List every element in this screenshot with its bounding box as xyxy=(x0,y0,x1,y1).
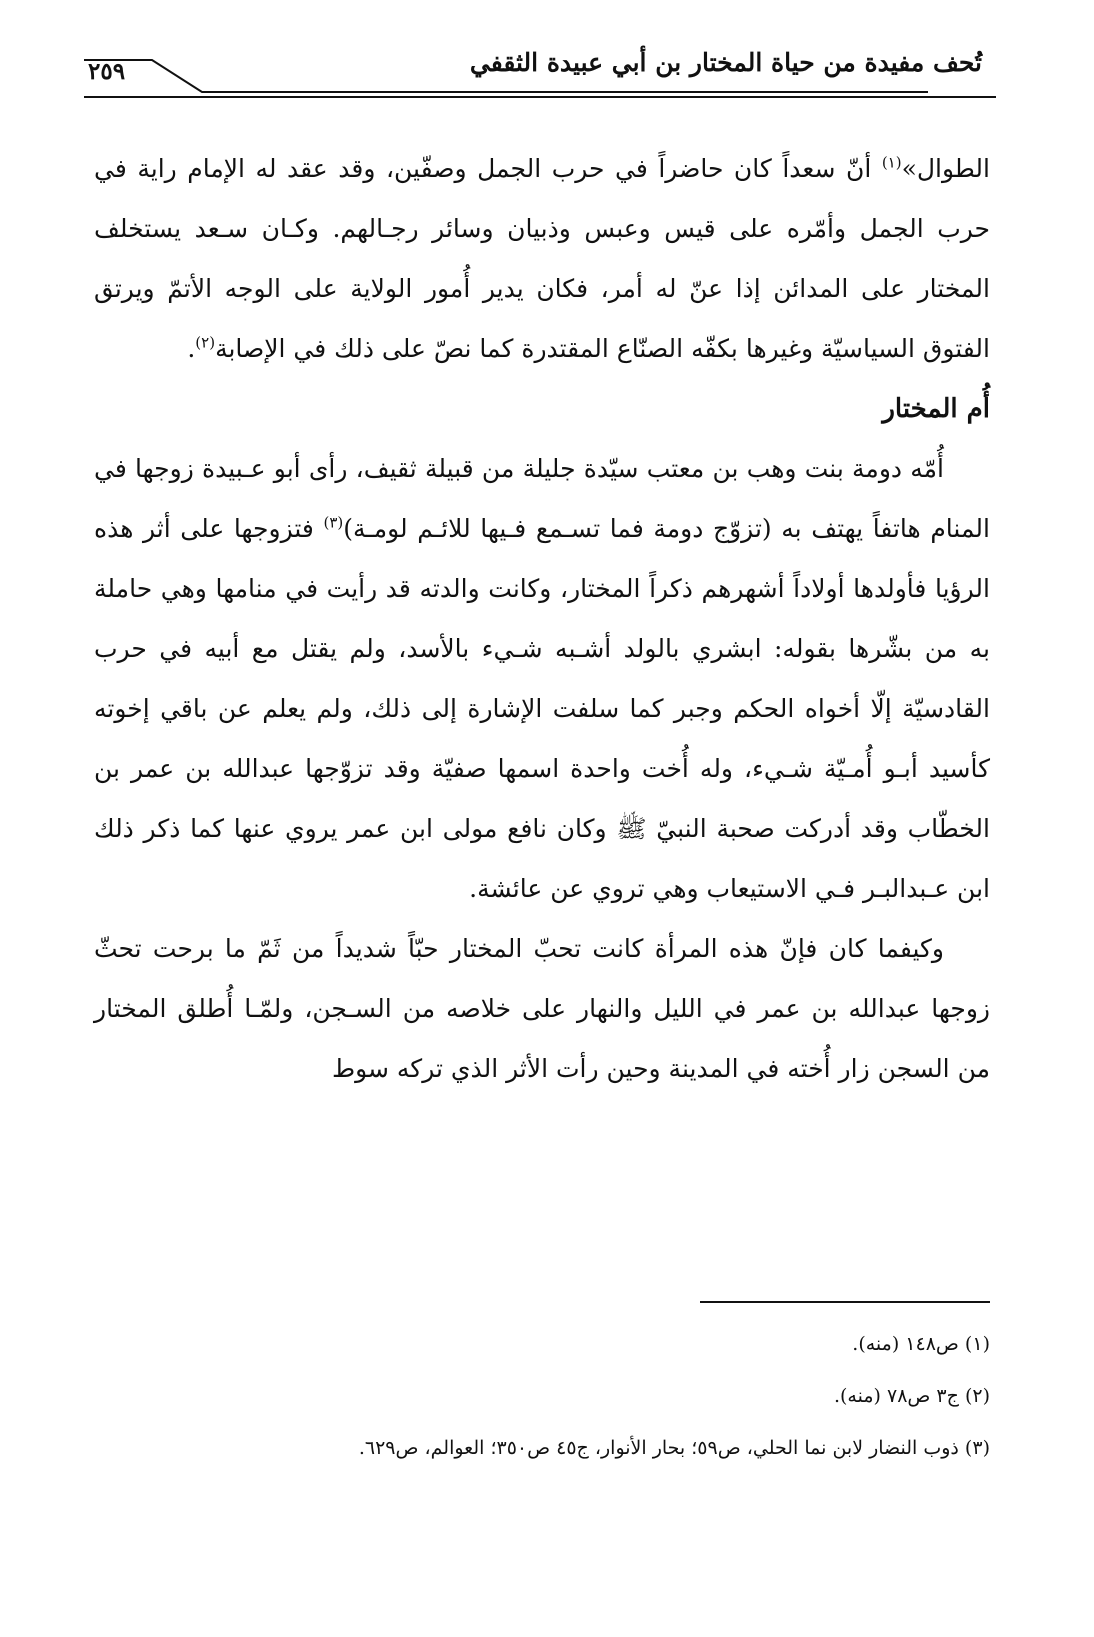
footnotes xyxy=(94,1318,990,1474)
paragraph-2: أُمّه دومة بنت وهب بن معتب سيّدة جليلة من قبيلة ثقيف، رأى أبو عـبيدة زوجها في المنام هاتفاً يهتف به (تزوّج دومة فما تسـمع فـيها للائـم لومـة)$^{(٣)}$ فتزوجها على أثر هذه الرؤيا فأولدها أولاداً أشهرهم ذكراً المختار، وكانت والدته قد رأيت في منامها وهي حاملة به من بشّرها بقوله: ابشري بالولد أشـبه شـيء بالأسد، ولم يقتل مع أبيه في حرب القادسيّة إلّا أخواه الحكم وجبر كما سلفت الإشارة إلى ذلك، ولم يعلم عن باقي إخوته كأسيد أبـو أُمـيّة شـيء، وله أُخت واحدة اسمها صفيّة وقد تزوّجها عبدالله بن عمر بن الخطّاب وقد أدركت صحبة النبيّ ﷺ وكان نافع مولى ابن عمر يروي عنها كما ذكر ذلك ابن عـبدالبـر فـي الاستيعاب وهي تروي عن عائشة. xyxy=(94,454,990,903)
footnote-ref-1[interactable]: (١) xyxy=(881,153,902,172)
footnote-3: (٣) ذوب النضار لابن نما الحلي، ص٥٩؛ بحار الأنوار، ج٤٥ ص٣٥٠؛ العوالم، ص٦٢٩. xyxy=(358,1437,990,1459)
running-title: تُحف مفيدة من حياة المختار بن أبي عبيدة الثقفي xyxy=(469,48,982,77)
section-heading: أُم المختار xyxy=(882,394,990,424)
footnote-divider xyxy=(700,1301,990,1303)
footnote-1: (١) ص١٤٨ (منه). xyxy=(852,1333,990,1355)
paragraph-3: وكيفما كان فإنّ هذه المرأة كانت تحبّ المختار حبّاً شديداً من ثَمّ ما برحت تحثّ زوجها عبدالله بن عمر في الليل والنهار على خلاصه من السـجن، ولمّـا أُطلق المختار من السجن زار أُخته في المدينة وحين رأت الأثر الذي تركه سوط xyxy=(94,934,990,1083)
body-text xyxy=(94,139,990,1099)
footnote-ref-2[interactable]: (٢) xyxy=(195,333,216,352)
page-number: ٢٥٩ xyxy=(88,58,126,85)
paragraph-1: الطوال»$^{(١)}$ أنّ سعداً كان حاضراً في حرب الجمل وصفّين، وقد عقد له الإمام راية في حرب الجمل وأمّره على قيس وعبس وذبيان وسائر رجـالهم. وكـان سـعد يستخلف المختار على المدائن إذا عنّ له أمر، فكان يدير أُمور الولاية على الوجه الأتمّ ويرتق الفتوق السياسيّة وغيرها بكفّه الصنّاع المقتدرة كما نصّ على ذلك في الإصابة$^{(٢)}$. xyxy=(94,153,990,363)
footnote-ref-3[interactable]: (٣) xyxy=(323,513,344,532)
footnote-2: (٢) ج٣ ص٧٨ (منه). xyxy=(833,1385,990,1407)
